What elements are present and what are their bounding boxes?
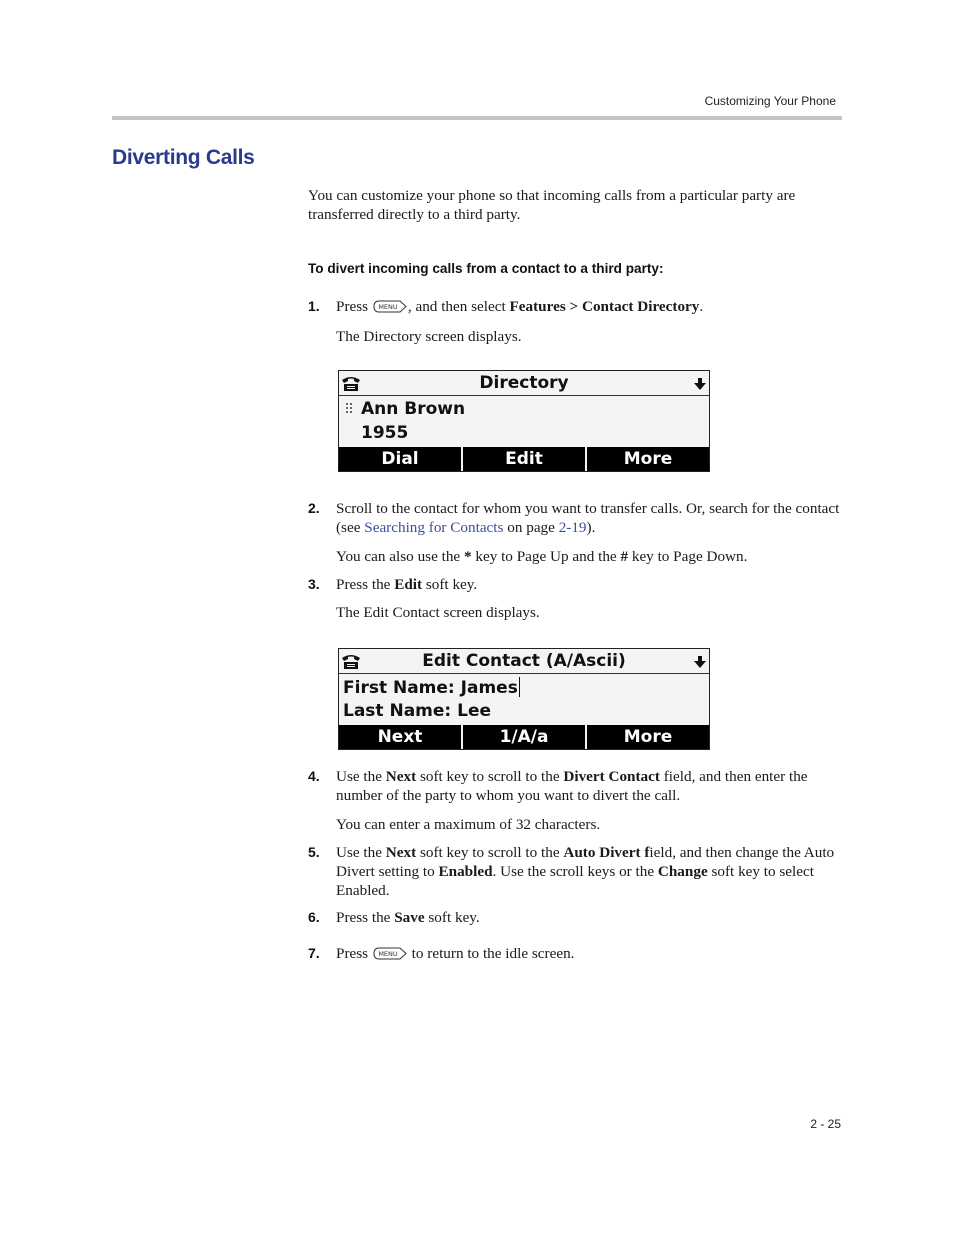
title-divider <box>339 673 709 674</box>
link-page-2-19[interactable]: 2-19 <box>558 519 587 536</box>
scroll-down-arrow-icon <box>693 655 707 669</box>
screen-title: Directory <box>479 373 569 393</box>
step-7-number: 7. <box>308 945 320 961</box>
section-title: Diverting Calls <box>112 146 255 169</box>
page-number: 2 - 25 <box>810 1117 841 1131</box>
softkey-edit[interactable]: Edit <box>463 447 587 471</box>
step-4-note: You can enter a maximum of 32 characters. <box>336 816 601 833</box>
contact-name: Ann Brown <box>361 399 466 419</box>
first-name-field[interactable]: First Name: James <box>343 677 520 698</box>
step-6-text: Press the Save soft key. <box>336 909 480 926</box>
step-7-text: Press MENU to return to the idle screen. <box>336 945 575 962</box>
edit-contact-screen <box>338 648 710 750</box>
softkey-more[interactable]: More <box>623 727 673 747</box>
menu-key-label: MENU <box>378 303 398 312</box>
step-5-text: Use the Next soft key to scroll to the Auto Divert field, and then change the Auto Divert setting to Enabled. Use the scroll keys or the Change soft key to select Enabled. <box>336 844 835 899</box>
softkey-bar <box>339 725 709 749</box>
step-4-number: 4. <box>308 768 320 784</box>
menu-key-icon <box>372 946 408 961</box>
last-name-field[interactable]: Last Name: Lee <box>343 701 492 721</box>
intro-paragraph: You can customize your phone so that incoming calls from a particular party are transferred directly to a third party. <box>308 187 796 223</box>
step-6-number: 6. <box>308 909 320 925</box>
step-1-text: Press MENU , and then select Features > Contact Directory. <box>336 298 704 315</box>
contact-grid-icon <box>345 402 355 414</box>
menu-key-icon <box>372 299 408 314</box>
procedure-heading: To divert incoming calls from a contact to a third party: <box>308 261 664 276</box>
softkey-more[interactable]: More <box>623 449 673 469</box>
link-searching-for-contacts[interactable]: Searching for Contacts <box>364 519 504 536</box>
step-2-text: Scroll to the contact for whom you want to transfer calls. Or, search for the contact (see Searching for Contacts on page 2-19). <box>336 500 840 536</box>
running-header: Customizing Your Phone <box>704 94 836 108</box>
softkey-input-mode[interactable]: 1/A/a <box>463 725 587 749</box>
softkey-dial[interactable]: Dial <box>339 447 463 471</box>
title-divider <box>339 395 709 396</box>
step-4-text: Use the Next soft key to scroll to the Divert Contact field, and then enter the number of the party to whom you want to divert the call. <box>336 768 808 804</box>
step-2-number: 2. <box>308 500 320 516</box>
step-1-number: 1. <box>308 298 320 314</box>
header-rule <box>112 116 842 120</box>
text-cursor <box>519 677 521 697</box>
step-2-note: You can also use the * key to Page Up and the # key to Page Down. <box>336 548 748 565</box>
contact-number: 1955 <box>361 423 409 443</box>
directory-screen <box>338 370 710 472</box>
step-1-note: The Directory screen displays. <box>336 328 522 345</box>
screen-title: Edit Contact (A/Ascii) <box>422 651 626 671</box>
step-5-number: 5. <box>308 844 320 860</box>
menu-key-label: MENU <box>378 950 398 959</box>
step-3-note: The Edit Contact screen displays. <box>336 604 540 621</box>
step-3-number: 3. <box>308 576 320 592</box>
step-3-text: Press the Edit soft key. <box>336 576 478 593</box>
softkey-bar <box>339 447 709 471</box>
softkey-next[interactable]: Next <box>339 725 463 749</box>
scroll-down-arrow-icon <box>693 377 707 391</box>
